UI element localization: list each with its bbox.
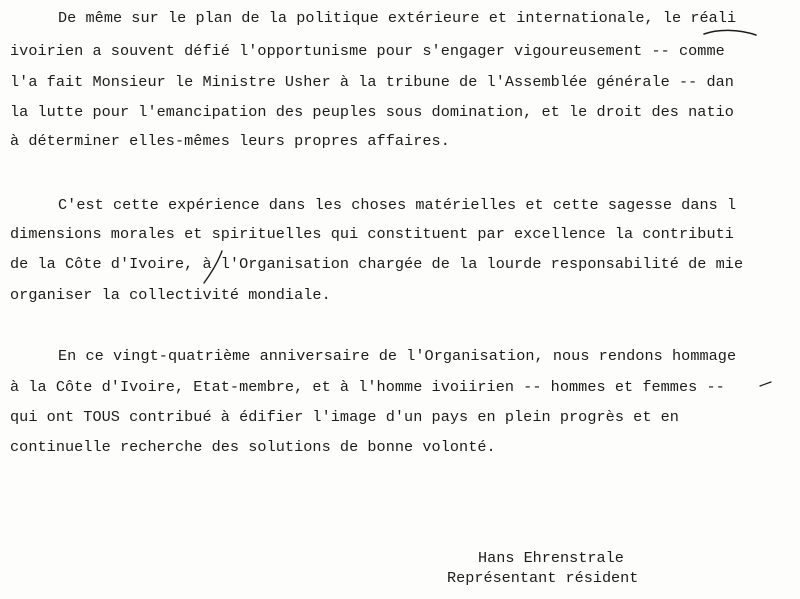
paragraph-line: dimensions morales et spirituelles qui constituent par excellence la contributi — [10, 225, 734, 243]
paragraph-line: De même sur le plan de la politique extérieure et internationale, le réali — [58, 9, 737, 27]
paragraph-line: En ce vingt-quatrième anniversaire de l'Organisation, nous rendons hommage — [58, 347, 737, 365]
paragraph-line: organiser la collectivité mondiale. — [10, 286, 331, 304]
handwritten-correction-mark — [760, 382, 771, 386]
paragraph-line: la lutte pour l'emancipation des peuples sous domination, et le droit des natio — [10, 103, 734, 121]
paragraph-line: continuelle recherche des solutions de bonne volonté. — [10, 438, 496, 456]
paragraph-line: à déterminer elles-mêmes leurs propres affaires. — [10, 132, 450, 150]
paragraph-line: ivoirien a souvent défié l'opportunisme pour s'engager vigoureusement -- comme — [10, 42, 725, 60]
signature-title: Représentant résident — [447, 569, 639, 587]
paragraph-line: à la Côte d'Ivoire, Etat-membre, et à l'homme ivoiirien -- hommes et femmes -- — [10, 378, 725, 396]
paragraph-line: C'est cette expérience dans les choses matérielles et cette sagesse dans l — [58, 196, 737, 214]
signature-name: Hans Ehrenstrale — [478, 549, 624, 567]
paragraph-line: de la Côte d'Ivoire, à l'Organisation chargée de la lourde responsabilité de mie — [10, 255, 744, 273]
handwritten-underline-mark — [704, 30, 756, 35]
paragraph-line: qui ont TOUS contribué à édifier l'image d'un pays en plein progrès et en — [10, 408, 679, 426]
paragraph-line: l'a fait Monsieur le Ministre Usher à la tribune de l'Assemblée générale -- dan — [10, 73, 734, 91]
